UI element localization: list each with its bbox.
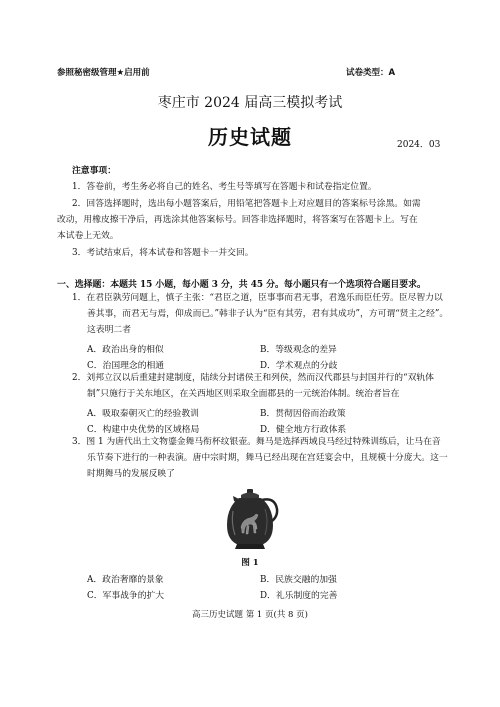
notice-title: 注意事项： [72,166,116,176]
q3-line-2: 乐节奏下进行的一种表演。唐中宗时期，舞马已经出现在宫廷宴会中，且规模十分庞大。这一 [87,453,448,463]
q2-option-a[interactable]: A．吸取秦朝灭亡的经验教训 [87,409,199,419]
q1-option-c[interactable]: C．治国理念的相通 [87,361,165,371]
q1-line-2: 善其事，而君无与焉，仰成而已。”韩非子认为“臣有其劳，君有其成功”，方可谓“贤主之经”。 [87,309,449,319]
q2-option-c[interactable]: C．构建中央优势的区域格局 [87,425,200,435]
figure-caption: 图 1 [241,558,259,568]
q2-option-d[interactable]: D．健全地方行政体系 [260,425,347,435]
silver-pot-figure [213,487,287,551]
q3-option-d[interactable]: D．礼乐制度的完善 [260,591,338,601]
exam-type-label: 试卷类型：A [346,68,396,78]
notice-item-2-line-1: 2．回答选择题时，选出每小题答案后，用铅笔把答题卡上对应题目的答案标号涂黑。如需 [72,199,421,209]
section-title: 一、选择题：本题共 15 小题，每小题 3 分，共 45 分。每小题只有一个选项符合题目要求。 [57,280,426,290]
exam-date: 2024．03 [397,140,441,150]
q1-line-1: 1．在君臣孰劳问题上，慎子主张：“君臣之道，臣事事而君无事，君逸乐而臣任劳。臣尽智力以 [72,293,443,303]
q1-line-3: 这表明二者 [87,325,131,335]
q3-option-c[interactable]: C．军事战争的扩大 [87,591,165,601]
notice-item-2-line-2: 改动，用橡皮擦干净后，再选涂其他答案标号。回答非选择题时，将答案写在答题卡上。写在 [57,215,418,225]
notice-item-2-line-3: 本试卷上无效。 [57,231,119,241]
secrecy-label: 参照秘密级管理★启用前 [57,68,150,78]
q2-option-b[interactable]: B．贯彻因俗而治政策 [260,409,346,419]
q1-option-d[interactable]: D．学术观点的分歧 [260,361,338,371]
q3-option-a[interactable]: A．政治奢靡的景象 [87,575,164,585]
q1-option-a[interactable]: A．政治出身的相似 [87,345,164,355]
q3-option-b[interactable]: B．民族交融的加强 [260,575,337,585]
subject-title: 历史试题 [208,125,292,149]
q2-line-1: 2．刘邦立汉以后重建封建制度，陆续分封诸侯王和列侯，然而汉代郡县与封国并行的“双轨体 [72,373,434,383]
q1-option-b[interactable]: B．等级观念的差异 [260,345,337,355]
page-footer: 高三历史试题 第 1 页(共 8 页) [192,610,308,620]
notice-item-1: 1．答卷前，考生务必将自己的姓名、考生号等填写在答题卡和试卷指定位置。 [72,182,377,192]
q2-line-2: 制”只施行于关东地区，在关西地区则采取全面郡县的一元统治体制。统治者旨在 [87,389,400,399]
exam-title: 枣庄市 2024 届高三模拟考试 [157,95,343,111]
notice-item-3: 3．考试结束后，将本试卷和答题卡一并交回。 [72,248,254,258]
q3-line-3: 时期舞马的发展反映了 [87,469,175,479]
q3-line-1: 3．图 1 为唐代出土文物鎏金舞马衔杯纹银壶。舞马是选择西域良马经过特殊训练后，让马在音 [72,437,441,447]
